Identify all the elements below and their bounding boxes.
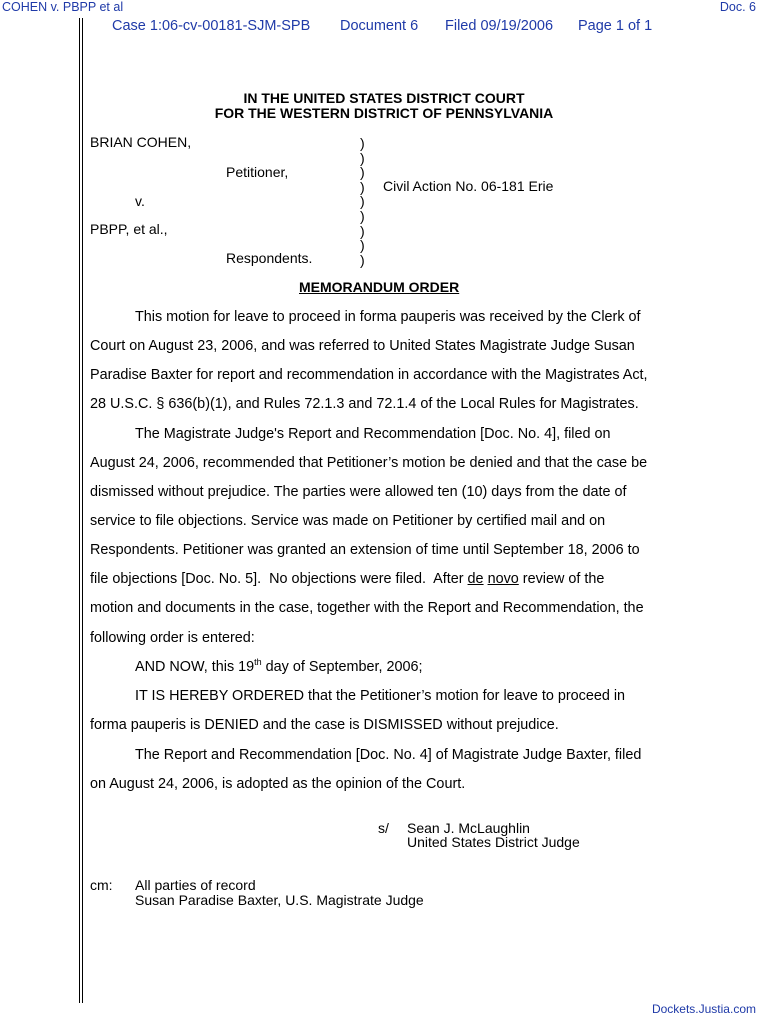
- judge-title: United States District Judge: [407, 834, 580, 850]
- novo-term: novo: [487, 571, 519, 587]
- cc-label: cm:: [90, 877, 113, 893]
- margin-line-left: [79, 18, 80, 1003]
- court-name-line1: IN THE UNITED STATES DISTRICT COURT: [243, 90, 525, 106]
- case-number: Case 1:06-cv-00181-SJM-SPB: [112, 18, 311, 34]
- text-run: day of September, 2006;: [261, 659, 423, 675]
- body-line: Paradise Baxter for report and recommendation in accordance with the Magistrates Act,: [90, 367, 648, 383]
- text-run: review of the: [518, 571, 605, 587]
- body-line: dismissed without prejudice. The parties were allowed ten (10) days from the date of: [90, 484, 627, 500]
- judge-name: Sean J. McLaughlin: [407, 820, 530, 836]
- body-line: Respondents. Petitioner was granted an extension of time until September 18, 2006 to: [90, 542, 640, 558]
- body-line: The Magistrate Judge's Report and Recommendation [Doc. No. 4], filed on: [135, 426, 611, 442]
- civil-action-number: Civil Action No. 06-181 Erie: [383, 178, 554, 194]
- body-line: following order is entered:: [90, 630, 255, 646]
- and-now-line: [135, 659, 422, 675]
- body-line: forma pauperis is DENIED and the case is DISMISSED without prejudice.: [90, 717, 559, 733]
- petitioner-name: BRIAN COHEN,: [90, 134, 192, 150]
- body-line: This motion for leave to proceed in forma pauperis was received by the Clerk of: [135, 309, 641, 325]
- body-line: Court on August 23, 2006, and was referred to United States Magistrate Judge Susan: [90, 338, 635, 354]
- signature-mark: s/: [378, 820, 389, 836]
- respondent-name: PBPP, et al.,: [90, 221, 168, 237]
- body-line: The Report and Recommendation [Doc. No. 4] of Magistrate Judge Baxter, filed: [135, 747, 642, 763]
- cc-line2: Susan Paradise Baxter, U.S. Magistrate Judge: [135, 892, 424, 908]
- document-number: Document 6: [340, 18, 419, 34]
- margin-line-right: [82, 18, 83, 1003]
- body-line: 28 U.S.C. § 636(b)(1), and Rules 72.1.3 and 72.1.4 of the Local Rules for Magistrates.: [90, 396, 639, 412]
- text-run: file objections [Doc. No. 5]. No objections were filed. After: [90, 571, 468, 587]
- respondent-role: Respondents.: [226, 250, 313, 266]
- cc-line1: All parties of record: [135, 877, 256, 893]
- doc-reference: Doc. 6: [719, 0, 756, 14]
- text-run: AND NOW, this 19: [135, 659, 255, 675]
- body-line: August 24, 2006, recommended that Petitioner’s motion be denied and that the case be: [90, 455, 648, 471]
- versus: v.: [135, 193, 145, 209]
- body-line-de-novo: [90, 571, 604, 587]
- justia-link[interactable]: Dockets.Justia.com: [651, 1002, 756, 1016]
- court-name-line2: FOR THE WESTERN DISTRICT OF PENNSYLVANIA: [214, 105, 554, 121]
- body-line: service to file objections. Service was made on Petitioner by certified mail and on: [90, 513, 606, 529]
- body-line: on August 24, 2006, is adopted as the opinion of the Court.: [90, 776, 466, 792]
- body-line: IT IS HEREBY ORDERED that the Petitioner’s motion for leave to proceed in: [135, 688, 626, 704]
- filed-date: Filed 09/19/2006: [445, 18, 554, 34]
- page-indicator: Page 1 of 1: [578, 18, 653, 34]
- de-term: de: [467, 571, 484, 587]
- ordinal-suffix: th: [254, 657, 262, 667]
- body-line: motion and documents in the case, together with the Report and Recommendation, the: [90, 600, 644, 616]
- case-short-title: COHEN v. PBPP et al: [2, 0, 124, 14]
- memorandum-order-title: MEMORANDUM ORDER: [299, 279, 460, 295]
- caption-parentheses: ) ) ) ) ) ) ) ) ): [360, 135, 365, 268]
- petitioner-role: Petitioner,: [226, 164, 289, 180]
